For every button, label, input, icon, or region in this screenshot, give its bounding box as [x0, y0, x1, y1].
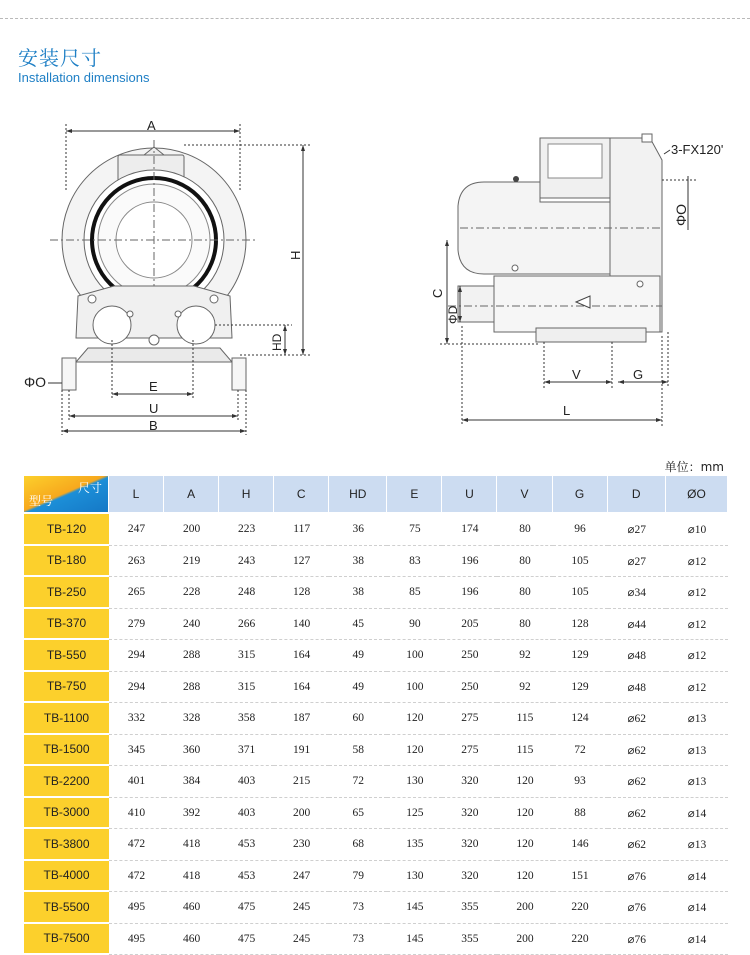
table-cell: 196: [442, 546, 497, 578]
dim-label-phi-o-front: ΦO: [24, 374, 46, 390]
table-cell: 472: [109, 861, 164, 893]
table-cell: 403: [219, 798, 274, 830]
table-cell: 315: [219, 672, 274, 704]
table-cell: 60: [329, 703, 387, 735]
model-cell: TB-1500: [24, 735, 109, 767]
front-view: [24, 118, 310, 435]
model-cell: TB-250: [24, 577, 109, 609]
dim-label-phi-d: ΦD: [446, 305, 460, 324]
table-cell: 250: [442, 640, 497, 672]
table-cell: ⌀48: [608, 672, 666, 704]
column-header: H: [219, 476, 274, 514]
table-cell: 320: [442, 798, 497, 830]
table-cell: 88: [553, 798, 608, 830]
dim-label-l: L: [563, 403, 570, 418]
column-header: G: [553, 476, 608, 514]
table-cell: ⌀13: [666, 735, 728, 767]
table-cell: 80: [497, 546, 552, 578]
dim-label-phi-o-side: ΦO: [673, 204, 689, 226]
table-cell: ⌀62: [608, 829, 666, 861]
table-cell: 315: [219, 640, 274, 672]
table-cell: 384: [164, 766, 219, 798]
table-cell: 105: [553, 577, 608, 609]
table-cell: 294: [109, 672, 164, 704]
dim-label-g: G: [633, 367, 643, 382]
table-row: [24, 924, 728, 955]
table-cell: 146: [553, 829, 608, 861]
table-cell: 187: [274, 703, 329, 735]
table-cell: 38: [329, 577, 387, 609]
table-cell: 472: [109, 829, 164, 861]
table-cell: 248: [219, 577, 274, 609]
dim-label-e: E: [149, 379, 158, 394]
top-dashed-divider: [0, 18, 750, 19]
table-row: [24, 829, 728, 861]
table-cell: 475: [219, 924, 274, 955]
table-cell: 145: [387, 892, 442, 924]
table-cell: 49: [329, 672, 387, 704]
table-cell: 85: [387, 577, 442, 609]
dim-label-hd: HD: [270, 333, 284, 351]
table-cell: 230: [274, 829, 329, 861]
table-cell: 453: [219, 829, 274, 861]
table-cell: 105: [553, 546, 608, 578]
table-cell: 320: [442, 861, 497, 893]
table-cell: 65: [329, 798, 387, 830]
table-header-row: [24, 476, 728, 514]
table-cell: 392: [164, 798, 219, 830]
table-cell: 164: [274, 640, 329, 672]
dim-label-b: B: [149, 418, 158, 433]
table-row: [24, 861, 728, 893]
table-cell: 332: [109, 703, 164, 735]
table-cell: 219: [164, 546, 219, 578]
dim-label-a: A: [147, 118, 156, 133]
table-cell: ⌀14: [666, 924, 728, 955]
dim-label-h: H: [288, 251, 303, 260]
table-cell: ⌀12: [666, 546, 728, 578]
table-cell: 205: [442, 609, 497, 641]
table-cell: 247: [109, 514, 164, 546]
table-cell: 93: [553, 766, 608, 798]
table-cell: 245: [274, 924, 329, 955]
table-cell: 79: [329, 861, 387, 893]
table-cell: 279: [109, 609, 164, 641]
dim-label-v: V: [572, 367, 581, 382]
table-cell: 100: [387, 640, 442, 672]
table-cell: 140: [274, 609, 329, 641]
model-cell: TB-1100: [24, 703, 109, 735]
table-cell: 200: [497, 892, 552, 924]
table-cell: 245: [274, 892, 329, 924]
table-cell: 128: [553, 609, 608, 641]
table-cell: 75: [387, 514, 442, 546]
table-body: [24, 514, 728, 955]
table-cell: 128: [274, 577, 329, 609]
column-header: L: [109, 476, 164, 514]
table-row: [24, 546, 728, 578]
dim-label-note: 3-FX120': [671, 142, 723, 157]
table-cell: 495: [109, 892, 164, 924]
column-header: E: [387, 476, 442, 514]
table-cell: 92: [497, 640, 552, 672]
table-cell: 200: [164, 514, 219, 546]
column-header: D: [608, 476, 666, 514]
table-cell: ⌀14: [666, 892, 728, 924]
table-cell: 36: [329, 514, 387, 546]
model-cell: TB-180: [24, 546, 109, 578]
table-cell: 200: [497, 924, 552, 955]
table-cell: 240: [164, 609, 219, 641]
table-cell: 120: [497, 829, 552, 861]
table-cell: ⌀14: [666, 861, 728, 893]
table-cell: 288: [164, 672, 219, 704]
table-cell: 294: [109, 640, 164, 672]
section-title: 安装尺寸: [18, 42, 102, 71]
table-cell: 129: [553, 672, 608, 704]
table-cell: 120: [497, 766, 552, 798]
table-cell: ⌀12: [666, 609, 728, 641]
table-corner-cell: [24, 476, 109, 514]
corner-label-size: 尺寸: [78, 479, 102, 496]
column-header: A: [164, 476, 219, 514]
table-cell: 120: [387, 703, 442, 735]
table-cell: 174: [442, 514, 497, 546]
table-cell: ⌀10: [666, 514, 728, 546]
table-cell: 130: [387, 766, 442, 798]
table-cell: 120: [497, 798, 552, 830]
table-cell: ⌀27: [608, 546, 666, 578]
table-cell: 191: [274, 735, 329, 767]
table-cell: ⌀14: [666, 798, 728, 830]
table-cell: 100: [387, 672, 442, 704]
table-cell: 418: [164, 861, 219, 893]
table-cell: ⌀62: [608, 766, 666, 798]
table-cell: 73: [329, 924, 387, 955]
table-row: [24, 640, 728, 672]
model-cell: TB-750: [24, 672, 109, 704]
table-cell: 117: [274, 514, 329, 546]
model-cell: TB-7500: [24, 924, 109, 955]
table-row: [24, 735, 728, 767]
table-cell: 247: [274, 861, 329, 893]
table-cell: 328: [164, 703, 219, 735]
table-cell: 360: [164, 735, 219, 767]
model-cell: TB-5500: [24, 892, 109, 924]
table-row: [24, 798, 728, 830]
table-cell: ⌀48: [608, 640, 666, 672]
table-cell: 243: [219, 546, 274, 578]
table-cell: 127: [274, 546, 329, 578]
model-cell: TB-4000: [24, 861, 109, 893]
model-cell: TB-370: [24, 609, 109, 641]
table-cell: ⌀13: [666, 766, 728, 798]
table-cell: ⌀13: [666, 703, 728, 735]
table-row: [24, 609, 728, 641]
column-header: C: [274, 476, 329, 514]
unit-label: 单位：mm: [665, 458, 724, 475]
table-cell: 80: [497, 577, 552, 609]
table-cell: ⌀76: [608, 861, 666, 893]
table-cell: 45: [329, 609, 387, 641]
table-cell: 320: [442, 766, 497, 798]
table-row: [24, 672, 728, 704]
table-cell: 49: [329, 640, 387, 672]
column-header: HD: [329, 476, 387, 514]
table-cell: ⌀76: [608, 924, 666, 955]
table-cell: 320: [442, 829, 497, 861]
model-cell: TB-120: [24, 514, 109, 546]
table-cell: 288: [164, 640, 219, 672]
table-cell: 453: [219, 861, 274, 893]
table-cell: 460: [164, 924, 219, 955]
table-row: [24, 514, 728, 546]
table-cell: 196: [442, 577, 497, 609]
dim-label-u: U: [149, 401, 158, 416]
table-cell: 151: [553, 861, 608, 893]
table-cell: 371: [219, 735, 274, 767]
table-cell: 72: [329, 766, 387, 798]
table-cell: ⌀12: [666, 640, 728, 672]
table-cell: ⌀34: [608, 577, 666, 609]
table-cell: 475: [219, 892, 274, 924]
table-cell: 460: [164, 892, 219, 924]
table-cell: 358: [219, 703, 274, 735]
table-cell: 223: [219, 514, 274, 546]
model-cell: TB-550: [24, 640, 109, 672]
table-cell: 120: [387, 735, 442, 767]
table-cell: 83: [387, 546, 442, 578]
table-cell: ⌀44: [608, 609, 666, 641]
table-cell: 275: [442, 703, 497, 735]
table-cell: 200: [274, 798, 329, 830]
table-cell: ⌀62: [608, 735, 666, 767]
table-cell: 120: [497, 861, 552, 893]
table-cell: 418: [164, 829, 219, 861]
table-row: [24, 577, 728, 609]
table-cell: 410: [109, 798, 164, 830]
table-cell: 215: [274, 766, 329, 798]
table-cell: 92: [497, 672, 552, 704]
table-cell: ⌀76: [608, 892, 666, 924]
table-cell: ⌀12: [666, 672, 728, 704]
table-cell: 145: [387, 924, 442, 955]
table-cell: 80: [497, 609, 552, 641]
table-cell: 129: [553, 640, 608, 672]
table-cell: 130: [387, 861, 442, 893]
table-row: [24, 703, 728, 735]
model-cell: TB-2200: [24, 766, 109, 798]
table-row: [24, 892, 728, 924]
table-cell: 135: [387, 829, 442, 861]
dimensions-table: [24, 476, 728, 955]
table-cell: ⌀62: [608, 798, 666, 830]
table-cell: 115: [497, 735, 552, 767]
corner-label-model: 型号: [29, 492, 53, 509]
model-cell: TB-3000: [24, 798, 109, 830]
table-cell: 80: [497, 514, 552, 546]
dimension-drawing: [0, 100, 750, 440]
table-cell: 495: [109, 924, 164, 955]
table-cell: 403: [219, 766, 274, 798]
table-cell: 265: [109, 577, 164, 609]
table-cell: 96: [553, 514, 608, 546]
table-cell: 355: [442, 924, 497, 955]
table-row: [24, 766, 728, 798]
table-cell: 73: [329, 892, 387, 924]
table-cell: ⌀27: [608, 514, 666, 546]
table-cell: 220: [553, 892, 608, 924]
table-cell: 125: [387, 798, 442, 830]
table-cell: 250: [442, 672, 497, 704]
table-cell: 38: [329, 546, 387, 578]
section-subtitle: Installation dimensions: [18, 70, 150, 85]
table-cell: 115: [497, 703, 552, 735]
table-cell: 275: [442, 735, 497, 767]
model-cell: TB-3800: [24, 829, 109, 861]
column-header: U: [442, 476, 497, 514]
table-cell: 68: [329, 829, 387, 861]
column-header: V: [497, 476, 552, 514]
table-cell: ⌀13: [666, 829, 728, 861]
table-cell: 345: [109, 735, 164, 767]
table-cell: 58: [329, 735, 387, 767]
table-cell: 90: [387, 609, 442, 641]
column-header: ØO: [666, 476, 728, 514]
table-cell: 72: [553, 735, 608, 767]
table-cell: 124: [553, 703, 608, 735]
table-cell: 164: [274, 672, 329, 704]
table-cell: 401: [109, 766, 164, 798]
table-cell: 220: [553, 924, 608, 955]
side-view: [430, 134, 723, 426]
table-cell: 355: [442, 892, 497, 924]
table-cell: 228: [164, 577, 219, 609]
table-cell: 263: [109, 546, 164, 578]
table-cell: 266: [219, 609, 274, 641]
table-cell: ⌀62: [608, 703, 666, 735]
table-cell: ⌀12: [666, 577, 728, 609]
dim-label-c: C: [430, 289, 445, 298]
